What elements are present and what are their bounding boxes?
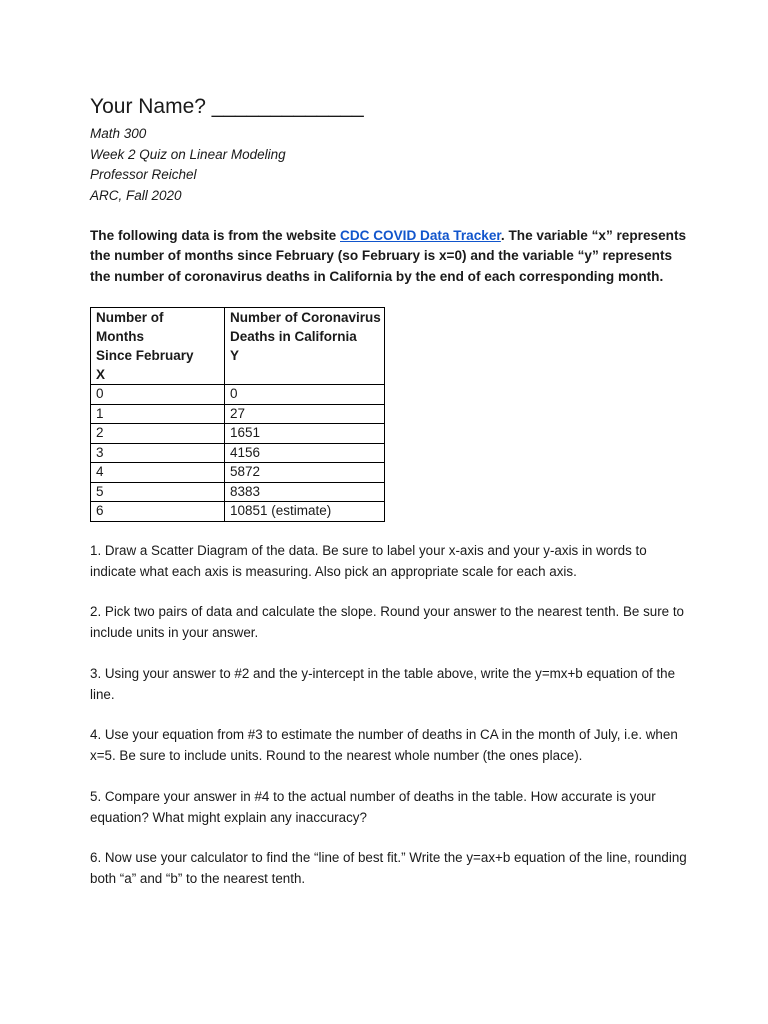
table-row [91, 424, 385, 444]
intro-suffix: . The variable “x” represents the number of months since February (so February is x=0) and the variable “y” represents the number of coronavirus deaths in California by the end of each corresponding month. [90, 228, 687, 284]
table-row [91, 443, 385, 463]
cell-y: 4156 [225, 443, 385, 463]
question-1: 1. Draw a Scatter Diagram of the data. Be sure to label your x-axis and your y-axis in words to indicate what each axis is measuring. Also pick an appropriate scale for each axis. [90, 543, 647, 579]
header-x-line: Months [96, 329, 144, 344]
intro-prefix: The following data is from the website [90, 228, 340, 243]
professor-line: Professor Reichel [90, 167, 197, 183]
cell-y: 8383 [225, 482, 385, 502]
term-line: ARC, Fall 2020 [90, 187, 182, 203]
question-list [90, 541, 688, 910]
header-y-line: Deaths in California [230, 329, 357, 344]
cell-x: 0 [91, 385, 225, 405]
intro-paragraph [90, 226, 688, 287]
table-header-row [91, 308, 385, 385]
header-y-line: Number of Coronavirus [230, 310, 381, 325]
cell-x: 5 [91, 482, 225, 502]
table-row [91, 482, 385, 502]
cell-x: 2 [91, 424, 225, 444]
header-y-line: Y [230, 348, 240, 363]
header-y [225, 308, 385, 385]
cdc-data-tracker-link[interactable]: CDC COVID Data Tracker [340, 228, 501, 243]
question-2: 2. Pick two pairs of data and calculate the slope. Round your answer to the nearest tenth. Be sure to include units in your answer. [90, 604, 685, 641]
header-x-line: X [96, 367, 106, 382]
table-row [91, 502, 385, 522]
header-x-line: Number of [96, 310, 164, 325]
cell-y: 5872 [225, 463, 385, 483]
table-row [91, 404, 385, 424]
data-table [90, 307, 385, 522]
question-3: 3. Using your answer to #2 and the y-intercept in the table above, write the y=mx+b equation of the line. [90, 665, 676, 702]
question-5: 5. Compare your answer in #4 to the actual number of deaths in the table. How accurate is your equation? What might explain any inaccuracy? [90, 788, 656, 825]
cell-y: 0 [225, 385, 385, 405]
cell-y: 27 [225, 404, 385, 424]
table-row [91, 385, 385, 405]
header-x-line: Since February [96, 348, 194, 363]
cell-x: 1 [91, 404, 225, 424]
cell-x: 6 [91, 502, 225, 522]
cell-x: 3 [91, 443, 225, 463]
cell-x: 4 [91, 463, 225, 483]
cell-y: 10851 (estimate) [225, 502, 385, 522]
quiz-title-line: Week 2 Quiz on Linear Modeling [90, 146, 286, 162]
header-x [91, 308, 225, 385]
question-4: 4. Use your equation from #3 to estimate the number of deaths in CA in the month of July, i.e. when x=5. Be sure to include units. Round to the nearest whole number (the ones place). [90, 727, 678, 764]
question-6: 6. Now use your calculator to find the “line of best fit.” Write the y=ax+b equation of the line, rounding both “a” and “b” to the nearest tenth. [90, 850, 687, 887]
course-info [90, 124, 286, 206]
course-line: Math 300 [90, 126, 147, 141]
cell-y: 1651 [225, 424, 385, 444]
name-heading: Your Name? _____________ [90, 95, 364, 118]
table-row [91, 463, 385, 483]
